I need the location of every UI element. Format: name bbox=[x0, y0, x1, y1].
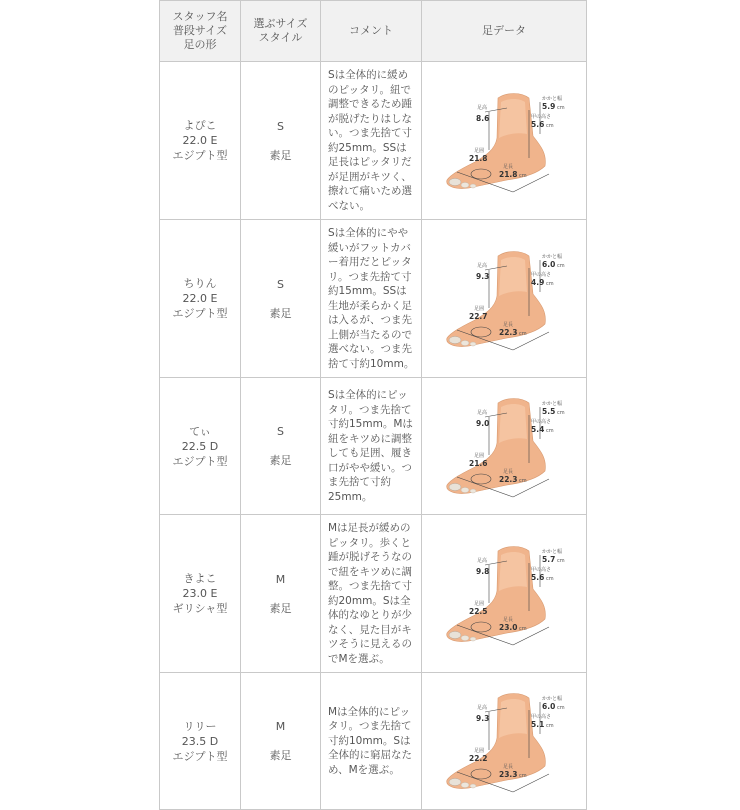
foot-data-cell bbox=[422, 378, 587, 515]
style: 素足 bbox=[269, 749, 292, 762]
arch-value: 4.9 bbox=[531, 277, 545, 287]
foot-illustration bbox=[441, 541, 567, 647]
arch-unit: cm bbox=[546, 723, 554, 729]
foot-shape: ギリシャ型 bbox=[172, 602, 228, 615]
size-cell bbox=[241, 62, 321, 220]
instep-unit: cm bbox=[557, 705, 565, 711]
staff-name: リリー bbox=[183, 719, 217, 733]
table-row bbox=[160, 220, 587, 378]
staff-name: ちりん bbox=[183, 277, 217, 290]
foot-data-cell bbox=[422, 673, 587, 810]
foot-shape-art bbox=[447, 546, 546, 641]
instep-label: かかと幅 bbox=[542, 548, 563, 555]
length-label: 足長 bbox=[503, 163, 514, 170]
header-size-line-2: スタイル bbox=[258, 31, 303, 44]
staff-name: きよこ bbox=[183, 572, 217, 585]
instep-label: かかと幅 bbox=[542, 401, 563, 407]
header-foot-data: 足データ bbox=[422, 1, 587, 62]
height-value: 9.8 bbox=[476, 566, 490, 576]
arch-label: 甲の高さ bbox=[531, 271, 552, 278]
header-staff-line-2: 普段サイズ bbox=[172, 24, 228, 37]
staff-cell bbox=[160, 378, 241, 515]
length-label: 足長 bbox=[503, 321, 514, 328]
staff-cell bbox=[160, 515, 241, 673]
foot-shape-art bbox=[447, 399, 546, 494]
style: 素足 bbox=[269, 148, 292, 162]
foot-data-cell bbox=[422, 62, 587, 220]
foot-illustration bbox=[441, 688, 567, 794]
style: 素足 bbox=[269, 601, 292, 615]
instep-unit: cm bbox=[557, 262, 565, 269]
usual-size: 23.5 D bbox=[181, 734, 219, 748]
comment-cell: Sは全体的にやや緩いがフットカバー着用だとピッタリ。つま先捨て寸約15mm。SSは生地が柔らかく足は入るが、つま先上側が当たるので選べない。つま先捨て寸約10mm。 bbox=[321, 220, 422, 378]
usual-size: 23.0 E bbox=[182, 587, 218, 600]
instep-label: かかと幅 bbox=[542, 696, 563, 702]
table-header-row bbox=[160, 1, 587, 62]
height-label: 足高 bbox=[477, 104, 488, 111]
length-unit: cm bbox=[519, 773, 527, 779]
length-unit: cm bbox=[519, 625, 527, 632]
size-table bbox=[159, 0, 587, 810]
height-value: 9.0 bbox=[476, 419, 490, 428]
arch-value: 5.4 bbox=[531, 425, 545, 434]
arch-value: 5.1 bbox=[531, 720, 545, 729]
height-value: 9.3 bbox=[476, 714, 490, 723]
arch-value: 5.6 bbox=[531, 119, 545, 129]
instep-value: 6.0 bbox=[542, 259, 556, 269]
arch-value: 5.6 bbox=[531, 572, 545, 582]
header-staff bbox=[160, 1, 241, 62]
size-cell bbox=[241, 220, 321, 378]
length-label: 足長 bbox=[503, 469, 514, 475]
length-value: 23.3 bbox=[499, 770, 518, 779]
table-row bbox=[160, 515, 587, 673]
foot-shape: エジプト型 bbox=[172, 454, 228, 468]
header-comment: コメント bbox=[321, 1, 422, 62]
table-row bbox=[160, 62, 587, 220]
height-label: 足高 bbox=[477, 410, 488, 416]
instep-label: かかと幅 bbox=[542, 95, 563, 102]
usual-size: 22.0 E bbox=[182, 292, 218, 305]
height-label: 足高 bbox=[477, 262, 488, 269]
length-label: 足長 bbox=[503, 764, 514, 770]
length-value: 22.3 bbox=[499, 475, 518, 484]
foot-illustration bbox=[441, 246, 567, 352]
staff-cell bbox=[160, 673, 241, 810]
girth-label: 足囲 bbox=[474, 748, 485, 754]
length-value: 21.8 bbox=[499, 169, 518, 179]
style: 素足 bbox=[269, 454, 292, 467]
girth-value: 21.8 bbox=[469, 153, 488, 163]
length-unit: cm bbox=[519, 478, 527, 484]
girth-value: 21.6 bbox=[469, 459, 488, 468]
staff-name: てぃ bbox=[189, 424, 211, 438]
staff-cell bbox=[160, 62, 241, 220]
chosen-size: S bbox=[277, 425, 284, 438]
chosen-size: M bbox=[275, 572, 286, 586]
foot-shape: エジプト型 bbox=[172, 749, 228, 763]
height-label: 足高 bbox=[477, 557, 488, 564]
foot-shape: エジプト型 bbox=[172, 307, 228, 320]
foot-illustration bbox=[441, 393, 567, 499]
staff-name: よぴこ bbox=[183, 119, 217, 132]
height-value: 8.6 bbox=[476, 113, 490, 123]
instep-label: かかと幅 bbox=[542, 253, 563, 260]
length-value: 22.3 bbox=[499, 327, 518, 337]
size-cell bbox=[241, 515, 321, 673]
chosen-size: S bbox=[277, 277, 284, 291]
arch-unit: cm bbox=[546, 122, 554, 129]
height-value: 9.3 bbox=[476, 271, 490, 281]
arch-label: 甲の高さ bbox=[531, 566, 552, 573]
girth-value: 22.5 bbox=[469, 606, 488, 616]
comment-cell: Sは全体的に緩めのピッタリ。紐で調整できるため踵が脱げたりはしない。つま先捨て寸約25mm。SSは足長はピッタリだが足囲がキツく、擦れて痛いため選べない。 bbox=[321, 62, 422, 220]
arch-unit: cm bbox=[546, 575, 554, 582]
height-label: 足高 bbox=[477, 705, 488, 711]
foot-shape: エジプト型 bbox=[172, 149, 228, 162]
comment-cell: Mは足長が緩めのピッタリ。歩くと踵が脱げそうなので紐をキツめに調整。つま先捨て寸約20mm。Sは全体的なゆとりが少なく、見た目がキツそうに見えるのでMを選ぶ。 bbox=[321, 515, 422, 673]
length-unit: cm bbox=[519, 172, 527, 179]
length-value: 23.0 bbox=[499, 622, 518, 632]
girth-value: 22.7 bbox=[469, 311, 488, 321]
instep-value: 6.0 bbox=[542, 702, 556, 711]
usual-size: 22.0 E bbox=[182, 134, 218, 147]
arch-label: 甲の高さ bbox=[531, 113, 552, 120]
arch-unit: cm bbox=[546, 280, 554, 287]
instep-value: 5.5 bbox=[542, 407, 556, 416]
style: 素足 bbox=[269, 306, 292, 320]
instep-unit: cm bbox=[557, 104, 565, 111]
comment-cell: Sは全体的にピッタリ。つま先捨て寸約15mm。Mは紐をキツめに調整しても足囲、履き口がやや緩い。つま先捨て寸約25mm。 bbox=[321, 378, 422, 515]
girth-label: 足囲 bbox=[474, 305, 485, 312]
size-cell bbox=[241, 673, 321, 810]
table-row bbox=[160, 378, 587, 515]
arch-label: 甲の高さ bbox=[531, 714, 552, 720]
foot-shape-art bbox=[447, 93, 546, 188]
comment-cell: Mは全体的にピッタリ。つま先捨て寸約10mm。Sは全体的に窮屈なため、Mを選ぶ。 bbox=[321, 673, 422, 810]
instep-value: 5.7 bbox=[542, 554, 556, 564]
header-staff-line-1: スタッフ名 bbox=[172, 10, 228, 23]
girth-value: 22.2 bbox=[469, 754, 488, 763]
foot-shape-art bbox=[447, 694, 546, 789]
instep-unit: cm bbox=[557, 410, 565, 416]
arch-label: 甲の高さ bbox=[531, 419, 552, 425]
length-unit: cm bbox=[519, 330, 527, 337]
foot-illustration bbox=[441, 88, 567, 194]
header-size bbox=[241, 1, 321, 62]
instep-value: 5.9 bbox=[542, 101, 556, 111]
girth-label: 足囲 bbox=[474, 147, 485, 154]
foot-shape-art bbox=[447, 251, 546, 346]
arch-unit: cm bbox=[546, 428, 554, 434]
girth-label: 足囲 bbox=[474, 453, 485, 459]
foot-data-cell bbox=[422, 220, 587, 378]
header-size-line-1: 選ぶサイズ bbox=[253, 17, 308, 30]
staff-cell bbox=[160, 220, 241, 378]
girth-label: 足囲 bbox=[474, 600, 485, 607]
chosen-size: M bbox=[275, 720, 286, 733]
instep-unit: cm bbox=[557, 557, 565, 564]
size-cell bbox=[241, 378, 321, 515]
length-label: 足長 bbox=[503, 616, 514, 623]
table-row bbox=[160, 673, 587, 810]
header-staff-line-3: 足の形 bbox=[183, 38, 217, 51]
chosen-size: S bbox=[277, 119, 284, 133]
usual-size: 22.5 D bbox=[181, 439, 219, 453]
foot-data-cell bbox=[422, 515, 587, 673]
